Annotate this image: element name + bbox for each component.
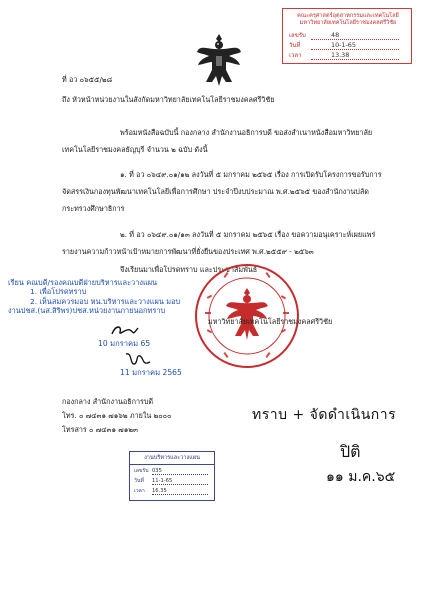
receipt-number-row xyxy=(289,30,399,40)
routing-note xyxy=(8,278,180,315)
planning-date-value: 11-1-65 xyxy=(152,478,208,485)
routing-note-line2: 1. เพื่อโปรดทราบ xyxy=(30,287,87,297)
handwritten-signature-1-icon xyxy=(110,322,150,338)
planning-time-value: 16.35 xyxy=(152,488,208,495)
phone-line: โทร. ๐ ๗๔๓๑ ๗๑๖๒ ภายใน ๒๐๐๐ xyxy=(62,411,172,420)
receipt-stamp-org-line1: คณะครุศาสตร์อุตสาหกรรมและเทคโนโลยี xyxy=(297,13,399,19)
receipt-stamp-header xyxy=(289,13,407,27)
garuda-emblem-icon xyxy=(196,32,242,88)
routing-date-2: 11 มกราคม 2565 xyxy=(120,368,182,377)
planning-time-row xyxy=(134,487,208,495)
routing-note-line3: 2. เห็นสมควรมอบ หน.บริหารและวางแผน มอบ xyxy=(30,296,181,306)
receipt-date-label: วันที่ xyxy=(289,42,301,49)
body-paragraph-2: ๑. ที่ อว ๐๖๔๙.๐๑/๑๒ ลงวันที่ ๕ มกราคม ๒๕๖๕ เรื่อง การเปิดรับโครงการขอรับการจัดสรรเงินกองทุนพัฒนาเทคโนโลยีเพื่อการศึกษา ประจำปีงบประมาณ พ.ศ.๒๕๖๕ ของสำนักงานปลัดกระทรวงศึกษาธิการ xyxy=(62,170,382,213)
fax-line: โทรสาร ๐ ๗๔๓๑ ๗๑๒๓ xyxy=(62,425,138,434)
handwritten-signature-2-icon xyxy=(124,350,152,368)
receipt-stamp-org-line2: มหาวิทยาลัยเทคโนโลยีราชมงคลศรีวิชัย xyxy=(299,20,397,26)
receipt-time-value: 13.38 xyxy=(311,51,399,60)
routing-note-line4: งานปชส.(นส.สิริพร)ปชส.หน่วยงานภายนอกทราบ xyxy=(8,305,166,315)
recipient-line: ถึง หัวหน้าหน่วยงานในสังกัดมหาวิทยาลัยเทคโนโลยีราชมงคลศรีวิชัย xyxy=(62,95,275,104)
planning-time-label: เวลา xyxy=(134,488,145,494)
receipt-stamp xyxy=(282,8,412,64)
handwritten-directive: ทราบ + จัดดำเนินการ xyxy=(252,407,397,423)
receipt-date-row xyxy=(289,40,399,50)
body-paragraph-1: พร้อมหนังสือฉบับนี้ กองกลาง สำนักงานอธิการบดี ขอส่งสำเนาหนังสือมหาวิทยาลัยเทคโนโลยีราชมงคลธัญบุรี จำนวน ๒ ฉบับ ดังนี้ xyxy=(62,128,373,154)
handwritten-initials: ปิติ xyxy=(340,442,361,461)
closing-line: จึงเรียนมาเพื่อโปรดทราบ และประชาสัมพันธ์ xyxy=(120,265,258,274)
sender-unit: กองกลาง สำนักงานอธิการบดี xyxy=(62,397,154,406)
planning-stamp xyxy=(129,451,215,501)
routing-note-line1: เรียน คณบดี/รองคณบดีฝ่ายบริหารและวางแผน xyxy=(8,278,158,287)
handwritten-date: ๑๑ ม.ค.๖๕ xyxy=(326,469,396,485)
body-paragraph-3: ๒. ที่ อว ๐๖๔๙.๐๑/๑๓ ลงวันที่ ๕ มกราคม ๒๕๖๕ เรื่อง ขอความอนุเคราะห์เผยแพร่รายงานความก้าวหน้าเป้าหมายการพัฒนาที่ยั่งยืนของประเทศ พ.ศ.๒๕๕๙ - ๒๕๖๓ xyxy=(62,230,376,256)
receipt-time-label: เวลา xyxy=(289,52,302,59)
university-seal-icon xyxy=(193,262,301,370)
routing-sign-date: 10 มกราคม 65 xyxy=(98,339,151,348)
receipt-date-value: 10-1-65 xyxy=(311,41,399,50)
signatory-organization: มหาวิทยาลัยเทคโนโลยีราชมงคลศรีวิชัย xyxy=(208,317,333,326)
receipt-number-value: 48 xyxy=(311,31,399,40)
planning-stamp-title: งานบริหารและวางแผน xyxy=(130,454,214,465)
receipt-time-row xyxy=(289,50,399,60)
planning-date-row xyxy=(134,477,208,485)
receipt-number-label: เลขรับ xyxy=(289,32,306,39)
planning-receipt-value: 035 xyxy=(152,468,208,475)
reference-number: ที่ อว ๐๖๕๕/๒๘ xyxy=(62,75,113,84)
planning-date-label: วันที่ xyxy=(134,478,144,484)
planning-receipt-label: เลขรับ xyxy=(134,468,149,474)
planning-receipt-row xyxy=(134,467,208,475)
